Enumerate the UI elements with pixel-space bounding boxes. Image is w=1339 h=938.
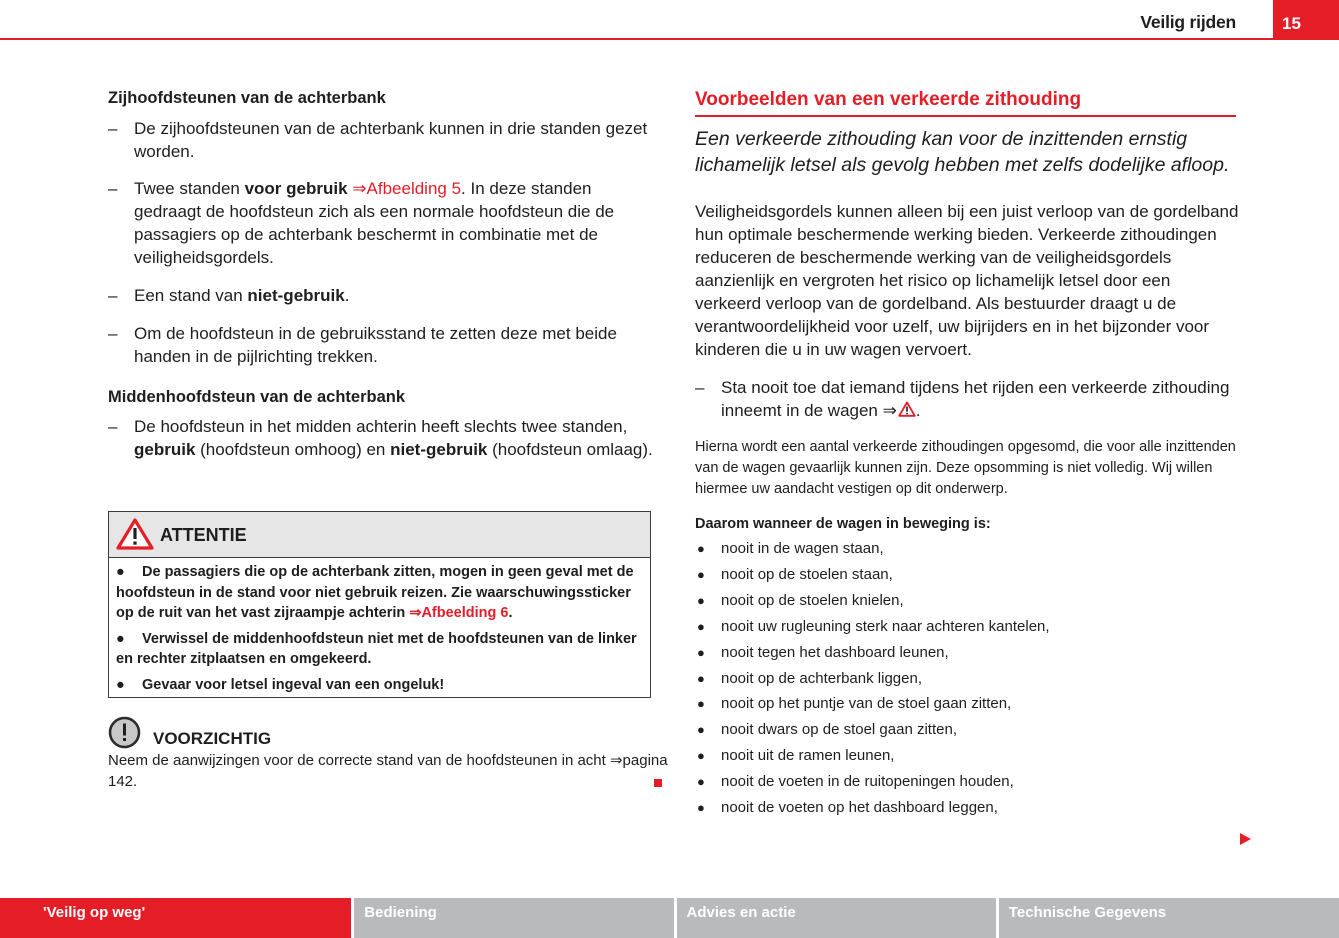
tab-technische-gegevens[interactable]: Technische Gegevens [999, 898, 1339, 938]
list-item: ● nooit in de wagen staan, [697, 540, 884, 557]
list-item: ● nooit op de achterbank liggen, [697, 669, 922, 687]
section-end-marker [654, 779, 662, 787]
list-item: ● nooit op de stoelen staan, [697, 565, 893, 583]
list-heading: Daarom wanneer de wagen in beweging is: [695, 516, 991, 532]
figure-link-5[interactable]: ⇒Afbeelding 5 [352, 179, 462, 198]
header-rule [0, 38, 1339, 40]
warning-item: ● Gevaar voor letsel ingeval van een ongeluk! [116, 676, 445, 693]
caution-text: Neem de aanwijzingen voor de correcte stand van de hoofdsteunen in acht ⇒pagina 142. [108, 752, 668, 790]
body-paragraph: Veiligheidsgordels kunnen alleen bij een juist verloop van de gordelband hun optimale beschermende werking bieden. Verkeerde zithoudingen reduceren de beschermende werking van de veiligheidsgordels aanzienlijk en vergroten het risico op lichamelijk letsel door een verkeerd verloop van de gordelband. Als bestuurder draagt u de verantwoordelijkheid voor uzelf, uw bijrijders en in het bijzonder voor kinderen die u in uw wagen vervoert. [695, 202, 1239, 359]
note-paragraph: Hierna wordt een aantal verkeerde zithoudingen opgesomd, die voor alle inzittenden van de wagen gevaarlijk kunnen zijn. Deze opsomming is niet volledig. Wij willen hiermee uw aandacht vestigen op dit onderwerp. [695, 439, 1236, 497]
tab-advies-en-actie[interactable]: Advies en actie [677, 898, 996, 938]
page-number: 15 [1273, 0, 1339, 40]
warning-title: ATTENTIE [160, 525, 247, 545]
warning-body [109, 558, 650, 695]
tab-veilig-op-weg[interactable]: 'Veilig op weg' [0, 898, 351, 938]
warning-triangle-icon [116, 518, 154, 550]
tab-bediening[interactable]: Bediening [354, 898, 673, 938]
warning-item: ● De passagiers die op de achterbank zitten, mogen in geen geval met de hoofdsteun in de stand voor niet gebruik reizen. Zie waarschuwingssticker op de ruit van het vast zijraampje achterin ⇒Afbeelding 6. [116, 564, 634, 621]
left-column [108, 86, 653, 461]
list-item: – De hoofdsteun in het midden achterin heeft slechts twee standen, gebruik (hoofdsteun omhoog) en niet-gebruik (hoofdsteun omlaag). [108, 417, 653, 459]
caution-note [108, 716, 668, 792]
bullet-list [695, 536, 1240, 821]
chapter-tabs [0, 898, 1339, 938]
list-item: ● nooit dwars op de stoel gaan zitten, [697, 721, 957, 739]
caution-exclamation-icon [108, 716, 141, 749]
list-item: – Een stand van niet-gebruik. [108, 286, 350, 305]
warning-header [109, 512, 650, 558]
list-item: ● nooit de voeten in de ruitopeningen houden, [697, 773, 1014, 791]
warning-reference-icon[interactable] [898, 401, 916, 417]
chapter-title: Veilig rijden [1140, 12, 1236, 32]
caution-title: VOORZICHTIG [153, 729, 272, 748]
intro-text: Een verkeerde zithouding kan voor de inzittenden ernstig lichamelijk letsel als gevolg hebben met zelfs dodelijke afloop. [695, 128, 1230, 176]
list-item: – Twee standen voor gebruik ⇒Afbeelding 5. In deze standen gedraagt de hoofdsteun zich als een normale hoofdsteun die de passagiers op de achterbank beschermt in combinatie met de veiligheidsgordels. [108, 179, 615, 267]
section-heading-side-headrests: Zijhoofdsteunen van de achterbank [108, 89, 386, 107]
list-item: ● nooit uit de ramen leunen, [697, 747, 895, 765]
list-item: ● nooit op de stoelen knielen, [697, 591, 904, 609]
section-heading-middle-headrest: Middenhoofdsteun van de achterbank [108, 388, 406, 406]
list-item: – Om de hoofdsteun in de gebruiksstand te zetten deze met beide handen in de pijlrichting trekken. [108, 324, 617, 366]
warning-box [108, 511, 651, 698]
list-item: – De zijhoofdsteunen van de achterbank kunnen in drie standen gezet worden. [108, 119, 648, 161]
list-item: ● nooit op het puntje van de stoel gaan zitten, [697, 695, 1012, 713]
list-item: – Sta nooit toe dat iemand tijdens het rijden een verkeerde zithouding inneemt in de wagen ⇒ . [695, 378, 1230, 420]
continue-arrow-icon[interactable] [1240, 833, 1251, 845]
list-item: ● nooit uw rugleuning sterk naar achteren kantelen, [697, 617, 1050, 635]
section-title: Voorbeelden van een verkeerde zithouding [695, 89, 1236, 117]
right-column [695, 89, 1240, 821]
warning-item: ● Verwissel de middenhoofdsteun niet met de hoofdsteunen van de linker en rechter zitplaatsen en omgekeerd. [116, 630, 637, 667]
list-item: ● nooit tegen het dashboard leunen, [697, 643, 949, 661]
figure-link-6[interactable]: ⇒Afbeelding 6 [409, 605, 509, 621]
list-item: ● nooit de voeten op het dashboard leggen, [697, 799, 998, 817]
